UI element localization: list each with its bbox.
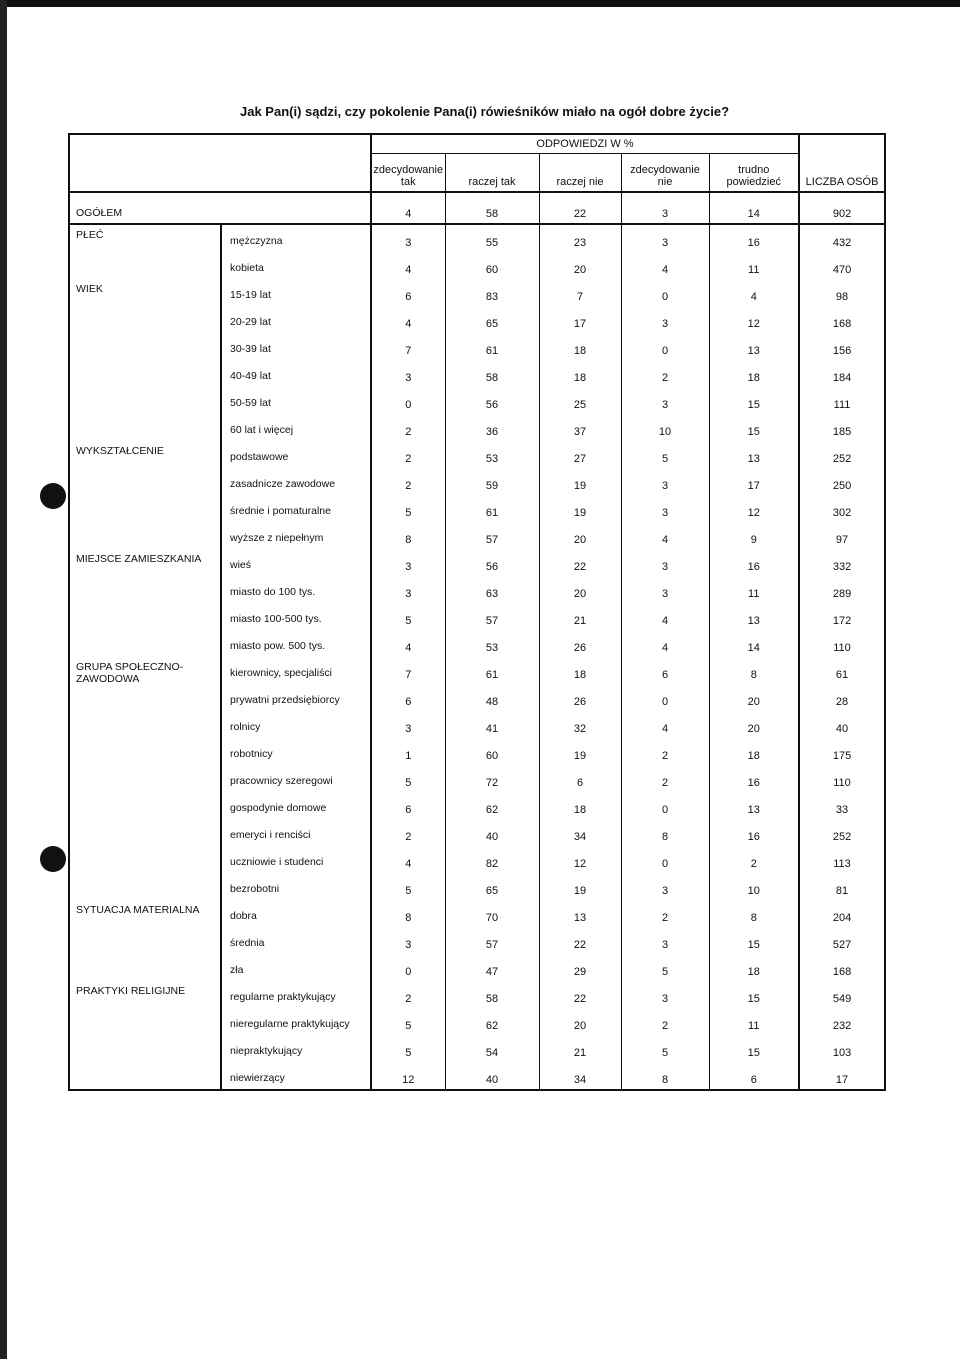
cell-rather-no: 23 [539, 224, 621, 252]
row-label: wyższe z niepełnym [221, 522, 371, 549]
cell-hard-to-say: 11 [709, 1008, 799, 1035]
cell-definitely-yes: 1 [371, 738, 445, 765]
cell-hard-to-say: 10 [709, 873, 799, 900]
cell-definitely-no: 8 [621, 819, 709, 846]
cell-definitely-yes: 8 [371, 900, 445, 927]
cell-hard-to-say: 15 [709, 387, 799, 414]
cell-hard-to-say: 15 [709, 927, 799, 954]
cell-rather-yes: 57 [445, 603, 539, 630]
row-label: kierownicy, specjaliści [221, 657, 371, 684]
total-cell-rather-yes: 58 [445, 192, 539, 224]
cell-rather-yes: 55 [445, 224, 539, 252]
row-label: 50-59 lat [221, 387, 371, 414]
cell-rather-yes: 60 [445, 738, 539, 765]
cell-rather-no: 27 [539, 441, 621, 468]
cell-definitely-yes: 0 [371, 954, 445, 981]
cell-definitely-no: 5 [621, 441, 709, 468]
group-label: WYKSZTAŁCENIE [69, 441, 221, 549]
group-label: PŁEĆ [69, 224, 221, 279]
cell-definitely-yes: 2 [371, 441, 445, 468]
cell-definitely-yes: 2 [371, 414, 445, 441]
group-label: PRAKTYKI RELIGIJNE [69, 981, 221, 1090]
cell-definitely-no: 4 [621, 711, 709, 738]
row-label: miasto do 100 tys. [221, 576, 371, 603]
cell-definitely-yes: 2 [371, 468, 445, 495]
cell-rather-yes: 48 [445, 684, 539, 711]
cell-count: 61 [799, 657, 885, 684]
table-row [69, 981, 885, 1008]
cell-definitely-yes: 4 [371, 252, 445, 279]
cell-rather-no: 18 [539, 792, 621, 819]
cell-rather-yes: 61 [445, 657, 539, 684]
cell-count: 252 [799, 819, 885, 846]
scan-edge-top [0, 0, 960, 7]
cell-definitely-no: 0 [621, 333, 709, 360]
cell-definitely-no: 3 [621, 981, 709, 1008]
cell-rather-no: 13 [539, 900, 621, 927]
row-label: średnia [221, 927, 371, 954]
cell-count: 110 [799, 630, 885, 657]
cell-rather-yes: 36 [445, 414, 539, 441]
cell-rather-no: 20 [539, 1008, 621, 1035]
cell-hard-to-say: 18 [709, 954, 799, 981]
row-label: emeryci i renciści [221, 819, 371, 846]
row-label: zasadnicze zawodowe [221, 468, 371, 495]
row-label: 15-19 lat [221, 279, 371, 306]
cell-definitely-yes: 5 [371, 495, 445, 522]
punch-hole-lower [40, 846, 66, 872]
cell-rather-no: 22 [539, 927, 621, 954]
col-header-definitely-no: zdecydowanie nie [621, 154, 709, 193]
cell-definitely-yes: 5 [371, 873, 445, 900]
cell-rather-no: 22 [539, 549, 621, 576]
table-row [69, 224, 885, 252]
cell-definitely-no: 3 [621, 927, 709, 954]
cell-count: 204 [799, 900, 885, 927]
cell-hard-to-say: 18 [709, 738, 799, 765]
cell-rather-no: 29 [539, 954, 621, 981]
cell-definitely-yes: 4 [371, 630, 445, 657]
row-label: niepraktykujący [221, 1035, 371, 1062]
cell-rather-yes: 56 [445, 549, 539, 576]
cell-rather-no: 22 [539, 981, 621, 1008]
cell-definitely-yes: 3 [371, 711, 445, 738]
cell-definitely-yes: 5 [371, 1035, 445, 1062]
cell-rather-no: 6 [539, 765, 621, 792]
cell-hard-to-say: 20 [709, 684, 799, 711]
cell-hard-to-say: 13 [709, 333, 799, 360]
cell-rather-no: 19 [539, 495, 621, 522]
cell-hard-to-say: 15 [709, 981, 799, 1008]
col-header-hard-to-say: trudno powiedzieć [709, 154, 799, 193]
cell-definitely-no: 8 [621, 1062, 709, 1090]
cell-definitely-yes: 5 [371, 1008, 445, 1035]
cell-rather-no: 37 [539, 414, 621, 441]
row-label: rolnicy [221, 711, 371, 738]
table-row [69, 657, 885, 684]
cell-count: 97 [799, 522, 885, 549]
cell-hard-to-say: 17 [709, 468, 799, 495]
cell-definitely-yes: 6 [371, 279, 445, 306]
cell-rather-yes: 65 [445, 306, 539, 333]
cell-hard-to-say: 15 [709, 1035, 799, 1062]
row-label: 20-29 lat [221, 306, 371, 333]
table-row-total [69, 192, 885, 224]
row-label: podstawowe [221, 441, 371, 468]
total-cell-hard-to-say: 14 [709, 192, 799, 224]
cell-rather-yes: 63 [445, 576, 539, 603]
header-label-spacer [69, 154, 371, 193]
cell-definitely-yes: 8 [371, 522, 445, 549]
cell-count: 232 [799, 1008, 885, 1035]
row-label: niewierzący [221, 1062, 371, 1090]
cell-rather-no: 21 [539, 603, 621, 630]
cell-definitely-no: 3 [621, 387, 709, 414]
cell-rather-no: 18 [539, 333, 621, 360]
cell-hard-to-say: 11 [709, 252, 799, 279]
cell-count: 172 [799, 603, 885, 630]
cell-rather-no: 18 [539, 657, 621, 684]
row-label: uczniowie i studenci [221, 846, 371, 873]
cell-rather-no: 20 [539, 576, 621, 603]
scan-edge-left [0, 0, 7, 1359]
group-label: WIEK [69, 279, 221, 441]
cell-rather-no: 20 [539, 252, 621, 279]
row-label: gospodynie domowe [221, 792, 371, 819]
cell-hard-to-say: 16 [709, 549, 799, 576]
total-cell-definitely-yes: 4 [371, 192, 445, 224]
cell-rather-yes: 70 [445, 900, 539, 927]
cell-count: 432 [799, 224, 885, 252]
cell-hard-to-say: 2 [709, 846, 799, 873]
cell-definitely-yes: 7 [371, 333, 445, 360]
cell-count: 98 [799, 279, 885, 306]
cell-count: 549 [799, 981, 885, 1008]
cell-rather-no: 34 [539, 819, 621, 846]
row-label: dobra [221, 900, 371, 927]
cell-count: 28 [799, 684, 885, 711]
cell-rather-yes: 62 [445, 1008, 539, 1035]
cell-rather-yes: 57 [445, 522, 539, 549]
cell-hard-to-say: 16 [709, 765, 799, 792]
cell-hard-to-say: 16 [709, 819, 799, 846]
cell-hard-to-say: 6 [709, 1062, 799, 1090]
cell-definitely-no: 4 [621, 603, 709, 630]
row-label: prywatni przedsiębiorcy [221, 684, 371, 711]
cell-definitely-no: 2 [621, 765, 709, 792]
cell-rather-no: 26 [539, 684, 621, 711]
cell-count: 33 [799, 792, 885, 819]
cell-rather-yes: 72 [445, 765, 539, 792]
cell-definitely-no: 4 [621, 522, 709, 549]
cell-count: 184 [799, 360, 885, 387]
cell-definitely-yes: 6 [371, 684, 445, 711]
cell-rather-yes: 65 [445, 873, 539, 900]
cell-definitely-yes: 6 [371, 792, 445, 819]
cell-definitely-no: 2 [621, 360, 709, 387]
group-label: MIEJSCE ZAMIESZKANIA [69, 549, 221, 657]
cell-hard-to-say: 9 [709, 522, 799, 549]
cell-count: 113 [799, 846, 885, 873]
table-row [69, 279, 885, 306]
table-row [69, 900, 885, 927]
cell-count: 470 [799, 252, 885, 279]
cell-hard-to-say: 12 [709, 495, 799, 522]
cell-rather-no: 32 [539, 711, 621, 738]
cell-rather-yes: 82 [445, 846, 539, 873]
cell-rather-no: 12 [539, 846, 621, 873]
cell-rather-no: 7 [539, 279, 621, 306]
col-header-rather-yes: raczej tak [445, 154, 539, 193]
cell-rather-yes: 57 [445, 927, 539, 954]
row-label: miasto pow. 500 tys. [221, 630, 371, 657]
cell-hard-to-say: 16 [709, 224, 799, 252]
cell-hard-to-say: 13 [709, 441, 799, 468]
cell-definitely-no: 3 [621, 224, 709, 252]
total-cell-rather-no: 22 [539, 192, 621, 224]
page-title: Jak Pan(i) sądzi, czy pokolenie Pana(i) rówieśników miało na ogół dobre życie? [240, 104, 730, 119]
cell-count: 289 [799, 576, 885, 603]
cell-count: 168 [799, 306, 885, 333]
cell-definitely-no: 3 [621, 495, 709, 522]
cell-count: 111 [799, 387, 885, 414]
cell-count: 332 [799, 549, 885, 576]
cell-definitely-no: 0 [621, 279, 709, 306]
row-label: zła [221, 954, 371, 981]
cell-count: 168 [799, 954, 885, 981]
cell-rather-yes: 56 [445, 387, 539, 414]
total-cell-definitely-no: 3 [621, 192, 709, 224]
table-row [69, 549, 885, 576]
row-label: kobieta [221, 252, 371, 279]
punch-hole-upper [40, 483, 66, 509]
cell-rather-yes: 54 [445, 1035, 539, 1062]
cell-hard-to-say: 8 [709, 900, 799, 927]
survey-table [68, 133, 886, 1091]
cell-definitely-no: 6 [621, 657, 709, 684]
cell-definitely-no: 3 [621, 306, 709, 333]
cell-count: 250 [799, 468, 885, 495]
row-label: robotnicy [221, 738, 371, 765]
cell-rather-no: 18 [539, 360, 621, 387]
cell-rather-yes: 62 [445, 792, 539, 819]
cell-count: 252 [799, 441, 885, 468]
cell-hard-to-say: 14 [709, 630, 799, 657]
count-header-top-cell [799, 134, 885, 154]
responses-group-header: ODPOWIEDZI W % [371, 134, 799, 154]
cell-count: 17 [799, 1062, 885, 1090]
cell-definitely-yes: 3 [371, 927, 445, 954]
cell-definitely-yes: 4 [371, 846, 445, 873]
cell-rather-no: 19 [539, 873, 621, 900]
cell-rather-yes: 40 [445, 1062, 539, 1090]
cell-rather-no: 19 [539, 468, 621, 495]
cell-definitely-yes: 5 [371, 765, 445, 792]
cell-hard-to-say: 13 [709, 603, 799, 630]
cell-rather-yes: 53 [445, 441, 539, 468]
cell-definitely-yes: 2 [371, 819, 445, 846]
cell-count: 40 [799, 711, 885, 738]
cell-hard-to-say: 12 [709, 306, 799, 333]
table-row [69, 441, 885, 468]
cell-definitely-yes: 2 [371, 981, 445, 1008]
row-label: nieregularne praktykujący [221, 1008, 371, 1035]
row-label: wieś [221, 549, 371, 576]
cell-definitely-no: 5 [621, 954, 709, 981]
cell-hard-to-say: 4 [709, 279, 799, 306]
cell-rather-no: 20 [539, 522, 621, 549]
cell-definitely-no: 5 [621, 1035, 709, 1062]
cell-definitely-yes: 4 [371, 306, 445, 333]
row-label: 30-39 lat [221, 333, 371, 360]
cell-definitely-yes: 3 [371, 360, 445, 387]
cell-hard-to-say: 11 [709, 576, 799, 603]
cell-definitely-no: 0 [621, 792, 709, 819]
total-cell-count: 902 [799, 192, 885, 224]
total-label: OGÓŁEM [69, 192, 371, 224]
row-label: 40-49 lat [221, 360, 371, 387]
cell-definitely-no: 2 [621, 900, 709, 927]
cell-rather-yes: 47 [445, 954, 539, 981]
cell-hard-to-say: 18 [709, 360, 799, 387]
cell-count: 527 [799, 927, 885, 954]
cell-rather-yes: 41 [445, 711, 539, 738]
cell-definitely-no: 2 [621, 738, 709, 765]
cell-definitely-no: 0 [621, 846, 709, 873]
cell-rather-yes: 58 [445, 360, 539, 387]
cell-hard-to-say: 13 [709, 792, 799, 819]
cell-rather-no: 25 [539, 387, 621, 414]
row-label: 60 lat i więcej [221, 414, 371, 441]
row-label: regularne praktykujący [221, 981, 371, 1008]
cell-definitely-no: 10 [621, 414, 709, 441]
cell-definitely-no: 4 [621, 252, 709, 279]
cell-definitely-yes: 3 [371, 549, 445, 576]
cell-count: 302 [799, 495, 885, 522]
cell-rather-yes: 61 [445, 495, 539, 522]
cell-definitely-yes: 5 [371, 603, 445, 630]
cell-definitely-no: 4 [621, 630, 709, 657]
cell-definitely-no: 3 [621, 468, 709, 495]
cell-hard-to-say: 8 [709, 657, 799, 684]
cell-definitely-no: 3 [621, 873, 709, 900]
cell-rather-no: 34 [539, 1062, 621, 1090]
cell-count: 81 [799, 873, 885, 900]
cell-rather-no: 21 [539, 1035, 621, 1062]
cell-definitely-yes: 7 [371, 657, 445, 684]
cell-hard-to-say: 15 [709, 414, 799, 441]
row-label: mężczyzna [221, 224, 371, 252]
group-label: GRUPA SPOŁECZNO-ZAWODOWA [69, 657, 221, 900]
cell-count: 110 [799, 765, 885, 792]
col-header-count: LICZBA OSÓB [799, 154, 885, 193]
header-corner-cell [69, 134, 371, 154]
cell-rather-no: 26 [539, 630, 621, 657]
cell-rather-no: 17 [539, 306, 621, 333]
cell-count: 156 [799, 333, 885, 360]
cell-definitely-no: 0 [621, 684, 709, 711]
cell-rather-yes: 40 [445, 819, 539, 846]
cell-rather-yes: 58 [445, 981, 539, 1008]
col-header-rather-no: raczej nie [539, 154, 621, 193]
cell-definitely-yes: 3 [371, 576, 445, 603]
cell-count: 185 [799, 414, 885, 441]
cell-definitely-yes: 12 [371, 1062, 445, 1090]
cell-hard-to-say: 20 [709, 711, 799, 738]
row-label: miasto 100-500 tys. [221, 603, 371, 630]
col-header-definitely-yes: zdecydowanie tak [371, 154, 445, 193]
row-label: średnie i pomaturalne [221, 495, 371, 522]
row-label: bezrobotni [221, 873, 371, 900]
row-label: pracownicy szeregowi [221, 765, 371, 792]
cell-rather-no: 19 [539, 738, 621, 765]
cell-definitely-yes: 0 [371, 387, 445, 414]
cell-rather-yes: 53 [445, 630, 539, 657]
cell-definitely-no: 2 [621, 1008, 709, 1035]
cell-rather-yes: 60 [445, 252, 539, 279]
cell-rather-yes: 83 [445, 279, 539, 306]
cell-definitely-no: 3 [621, 576, 709, 603]
cell-definitely-no: 3 [621, 549, 709, 576]
cell-rather-yes: 59 [445, 468, 539, 495]
cell-definitely-yes: 3 [371, 224, 445, 252]
cell-rather-yes: 61 [445, 333, 539, 360]
cell-count: 103 [799, 1035, 885, 1062]
cell-count: 175 [799, 738, 885, 765]
group-label: SYTUACJA MATERIALNA [69, 900, 221, 981]
